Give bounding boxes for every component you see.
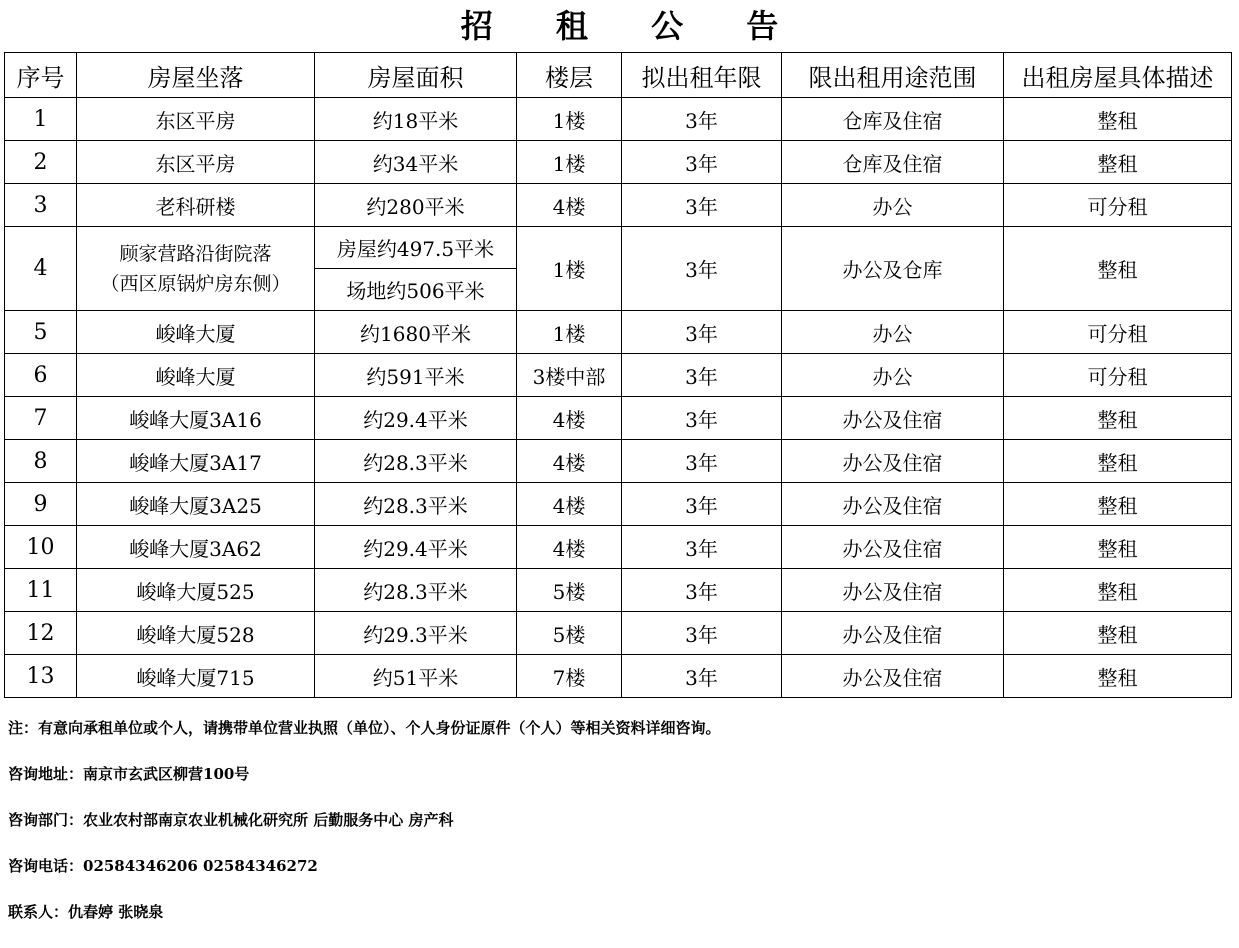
cell-use: 办公 xyxy=(782,311,1004,354)
cell-location: 东区平房 xyxy=(77,98,315,141)
note-contact: 联系人：仇春婷 张晓泉 xyxy=(8,903,164,921)
header-floor: 楼层 xyxy=(517,53,622,98)
cell-use: 办公及住宿 xyxy=(782,612,1004,655)
cell-location: 峻峰大厦525 xyxy=(77,569,315,612)
cell-years: 3年 xyxy=(622,655,782,698)
table-row xyxy=(5,483,1232,526)
cell-floor: 1楼 xyxy=(517,141,622,184)
cell-desc: 整租 xyxy=(1004,141,1232,184)
header-desc: 出租房屋具体描述 xyxy=(1004,53,1232,98)
cell-area-building: 房屋约497.5平米 xyxy=(315,227,517,269)
cell-location: 峻峰大厦715 xyxy=(77,655,315,698)
cell-use: 办公及住宿 xyxy=(782,440,1004,483)
cell-use: 办公及住宿 xyxy=(782,526,1004,569)
cell-desc: 可分租 xyxy=(1004,184,1232,227)
cell-years: 3年 xyxy=(622,526,782,569)
cell-years: 3年 xyxy=(622,354,782,397)
cell-years: 3年 xyxy=(622,569,782,612)
cell-floor: 4楼 xyxy=(517,483,622,526)
cell-use: 办公及住宿 xyxy=(782,655,1004,698)
cell-years: 3年 xyxy=(622,440,782,483)
cell-area: 约29.4平米 xyxy=(315,526,517,569)
cell-area: 约591平米 xyxy=(315,354,517,397)
cell-desc: 整租 xyxy=(1004,98,1232,141)
cell-location xyxy=(77,227,315,311)
cell-location: 峻峰大厦 xyxy=(77,311,315,354)
note-address: 咨询地址：南京市玄武区柳营100号 xyxy=(8,765,250,783)
cell-location: 峻峰大厦528 xyxy=(77,612,315,655)
table-row xyxy=(5,227,1232,269)
cell-area: 约28.3平米 xyxy=(315,483,517,526)
cell-area: 约34平米 xyxy=(315,141,517,184)
table-row xyxy=(5,569,1232,612)
cell-use: 办公及住宿 xyxy=(782,483,1004,526)
cell-area: 约29.4平米 xyxy=(315,397,517,440)
cell-floor: 1楼 xyxy=(517,227,622,311)
cell-area: 约51平米 xyxy=(315,655,517,698)
header-location: 房屋坐落 xyxy=(77,53,315,98)
cell-no: 9 xyxy=(5,483,77,526)
cell-area-yard: 场地约506平米 xyxy=(315,269,517,311)
header-use: 限出租用途范围 xyxy=(782,53,1004,98)
cell-desc: 整租 xyxy=(1004,655,1232,698)
cell-desc: 整租 xyxy=(1004,440,1232,483)
cell-no: 4 xyxy=(5,227,77,311)
cell-location: 老科研楼 xyxy=(77,184,315,227)
cell-desc: 整租 xyxy=(1004,397,1232,440)
page-title: 招 租 公 告 xyxy=(460,7,805,45)
cell-no: 11 xyxy=(5,569,77,612)
cell-no: 1 xyxy=(5,98,77,141)
cell-no: 7 xyxy=(5,397,77,440)
note-phone: 咨询电话：02584346206 02584346272 xyxy=(8,857,318,875)
cell-desc: 整租 xyxy=(1004,227,1232,311)
cell-years: 3年 xyxy=(622,184,782,227)
table-row xyxy=(5,354,1232,397)
table-header-row xyxy=(5,53,1232,98)
rental-table xyxy=(4,52,1232,698)
table-row xyxy=(5,397,1232,440)
table-row xyxy=(5,655,1232,698)
table-row xyxy=(5,98,1232,141)
cell-location: 峻峰大厦3A16 xyxy=(77,397,315,440)
cell-years: 3年 xyxy=(622,141,782,184)
cell-years: 3年 xyxy=(622,612,782,655)
cell-use: 办公 xyxy=(782,354,1004,397)
cell-floor: 4楼 xyxy=(517,526,622,569)
cell-years: 3年 xyxy=(622,227,782,311)
cell-area: 约18平米 xyxy=(315,98,517,141)
cell-location-line1: 顾家营路沿街院落 xyxy=(119,242,272,265)
table-row xyxy=(5,141,1232,184)
cell-location: 峻峰大厦3A17 xyxy=(77,440,315,483)
cell-desc: 整租 xyxy=(1004,483,1232,526)
cell-use: 办公 xyxy=(782,184,1004,227)
cell-location-line2: （西区原锅炉房东侧） xyxy=(100,272,291,295)
cell-desc: 整租 xyxy=(1004,526,1232,569)
cell-floor: 7楼 xyxy=(517,655,622,698)
cell-years: 3年 xyxy=(622,98,782,141)
cell-years: 3年 xyxy=(622,311,782,354)
cell-area: 约280平米 xyxy=(315,184,517,227)
cell-floor: 5楼 xyxy=(517,612,622,655)
cell-no: 2 xyxy=(5,141,77,184)
cell-floor: 1楼 xyxy=(517,98,622,141)
cell-no: 12 xyxy=(5,612,77,655)
cell-no: 8 xyxy=(5,440,77,483)
header-area: 房屋面积 xyxy=(315,53,517,98)
cell-location: 峻峰大厦 xyxy=(77,354,315,397)
table-row xyxy=(5,612,1232,655)
cell-use: 办公及住宿 xyxy=(782,397,1004,440)
cell-area: 约1680平米 xyxy=(315,311,517,354)
cell-use: 仓库及住宿 xyxy=(782,98,1004,141)
table-row xyxy=(5,184,1232,227)
note-department: 咨询部门：农业农村部南京农业机械化研究所 后勤服务中心 房产科 xyxy=(8,811,454,829)
cell-location: 峻峰大厦3A62 xyxy=(77,526,315,569)
header-no: 序号 xyxy=(5,53,77,98)
cell-location: 峻峰大厦3A25 xyxy=(77,483,315,526)
cell-desc: 整租 xyxy=(1004,569,1232,612)
cell-area: 约29.3平米 xyxy=(315,612,517,655)
cell-floor: 4楼 xyxy=(517,184,622,227)
cell-floor: 4楼 xyxy=(517,440,622,483)
cell-floor: 1楼 xyxy=(517,311,622,354)
cell-area: 约28.3平米 xyxy=(315,440,517,483)
cell-no: 10 xyxy=(5,526,77,569)
cell-no: 6 xyxy=(5,354,77,397)
cell-use: 仓库及住宿 xyxy=(782,141,1004,184)
cell-no: 5 xyxy=(5,311,77,354)
cell-no: 3 xyxy=(5,184,77,227)
cell-location: 东区平房 xyxy=(77,141,315,184)
header-years: 拟出租年限 xyxy=(622,53,782,98)
cell-area: 约28.3平米 xyxy=(315,569,517,612)
cell-desc: 整租 xyxy=(1004,612,1232,655)
table-row xyxy=(5,526,1232,569)
note-remark: 注：有意向承租单位或个人，请携带单位营业执照（单位）、个人身份证原件（个人）等相关资料详细咨询。 xyxy=(8,719,721,737)
cell-desc: 可分租 xyxy=(1004,311,1232,354)
cell-desc: 可分租 xyxy=(1004,354,1232,397)
cell-floor: 4楼 xyxy=(517,397,622,440)
cell-no: 13 xyxy=(5,655,77,698)
notes-section xyxy=(8,718,1228,948)
table-row xyxy=(5,311,1232,354)
table-row xyxy=(5,440,1232,483)
cell-years: 3年 xyxy=(622,483,782,526)
cell-floor: 3楼中部 xyxy=(517,354,622,397)
cell-use: 办公及仓库 xyxy=(782,227,1004,311)
cell-years: 3年 xyxy=(622,397,782,440)
cell-floor: 5楼 xyxy=(517,569,622,612)
cell-use: 办公及住宿 xyxy=(782,569,1004,612)
